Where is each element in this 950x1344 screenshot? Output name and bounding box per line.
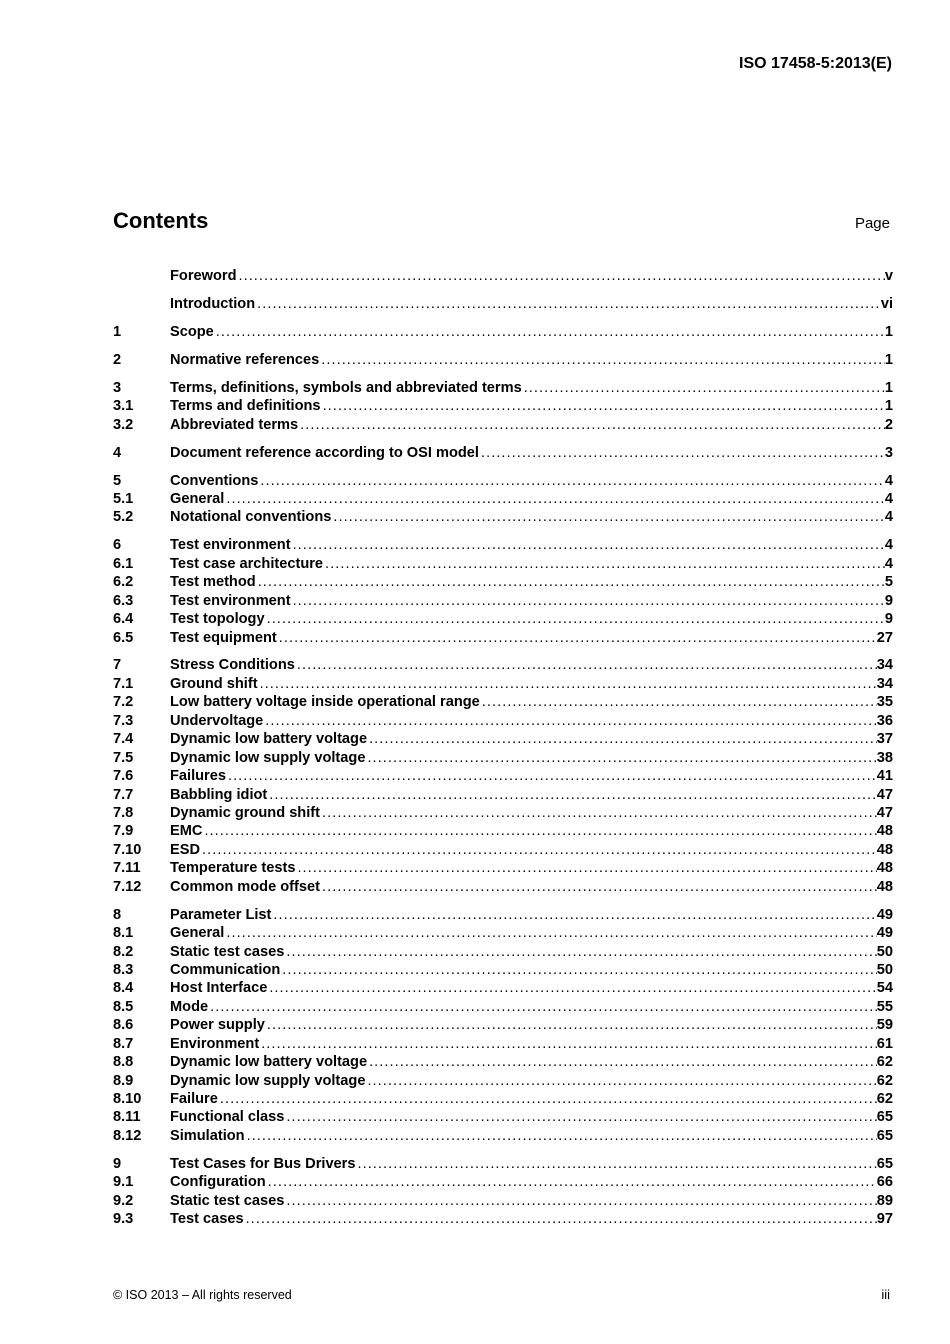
toc-entry-page: 97 [876,1211,893,1228]
toc-entry[interactable] [113,1174,893,1192]
toc-entry[interactable] [113,537,893,555]
toc-entry-page: 50 [876,943,893,960]
toc-dot-leader [224,925,876,941]
toc-dot-leader [331,509,885,525]
toc-entry-page: 62 [876,1054,893,1071]
toc-dot-leader [365,1073,876,1089]
toc-dot-leader [255,296,881,312]
toc-entry[interactable] [113,805,893,823]
toc-entry-title: Dynamic low battery voltage [170,731,368,748]
toc-entry-title: Low battery voltage inside operational range [170,694,480,711]
toc-entry-page: 34 [876,675,893,692]
toc-group [113,352,893,370]
toc-entry[interactable] [113,750,893,768]
toc-entry-title: Notational conventions [170,509,332,526]
toc-entry-number: 9 [113,1155,122,1172]
toc-entry[interactable] [113,556,893,574]
toc-entry[interactable] [113,352,893,370]
toc-entry-number: 7.6 [113,768,134,785]
toc-entry-title: Test Cases for Bus Drivers [170,1155,356,1172]
toc-entry[interactable] [113,879,893,897]
toc-entry[interactable] [113,1156,893,1174]
toc-dot-leader [480,694,877,710]
toc-entry[interactable] [113,574,893,592]
toc-entry[interactable] [113,860,893,878]
toc-entry-number: 7.1 [113,675,134,692]
toc-entry-number: 6.1 [113,555,134,572]
toc-entry-number: 9.1 [113,1174,134,1191]
toc-entry-title: Static test cases [170,1192,285,1209]
toc-entry[interactable] [113,380,893,398]
toc-entry-title: Test environment [170,592,291,609]
toc-dot-leader [323,556,885,572]
toc-entry[interactable] [113,296,893,314]
toc-entry-title: Test cases [170,1211,244,1228]
toc-dot-leader [280,962,877,978]
toc-entry-page: 1 [884,398,893,415]
toc-entry-number: 9.2 [113,1192,134,1209]
toc-entry-number: 7.9 [113,823,134,840]
toc-entry-page: 2 [884,416,893,433]
toc-entry-title: Test topology [170,611,265,628]
toc-dot-leader [479,445,885,461]
toc-entry[interactable] [113,823,893,841]
toc-dot-leader [265,1017,877,1033]
toc-entry-number: 8.2 [113,943,134,960]
toc-entry-number: 5.1 [113,490,134,507]
toc-entry-page: 4 [884,472,893,489]
toc-entry-page: 36 [876,712,893,729]
toc-dot-leader [202,823,876,839]
toc-entry[interactable] [113,611,893,629]
toc-entry-title: Common mode offset [170,878,320,895]
toc-entry-page: 62 [876,1072,893,1089]
toc-entry-title: General [170,925,225,942]
toc-dot-leader [284,1193,876,1209]
toc-entry-title: Functional class [170,1109,285,1126]
toc-entry-number: 6.5 [113,629,134,646]
toc-entry-title: Dynamic low battery voltage [170,1054,368,1071]
toc-dot-leader [367,731,877,747]
toc-entry-number: 5 [113,472,122,489]
toc-dot-leader [256,574,885,590]
toc-dot-leader [200,842,877,858]
toc-entry-title: Babbling idiot [170,786,268,803]
toc-entry-page: 41 [876,768,893,785]
toc-dot-leader [365,750,876,766]
toc-entry-page: 59 [876,1017,893,1034]
toc-entry-title: Dynamic ground shift [170,804,320,821]
toc-entry-page: 49 [876,906,893,923]
toc-entry[interactable] [113,417,893,435]
toc-group [113,268,893,286]
toc-entry-number: 8.10 [113,1091,142,1107]
toc-entry-page: 4 [884,537,893,554]
toc-dot-leader [218,1091,877,1107]
toc-entry-title: Communication [170,961,281,978]
toc-entry-number: 5.2 [113,509,134,526]
toc-entry-number: 7 [113,657,122,674]
copyright-notice: © ISO 2013 – All rights reserved [113,1288,292,1302]
toc-entry-number: 3.1 [113,398,134,415]
toc-entry-number: 4 [113,444,122,461]
toc-dot-leader [259,1036,877,1052]
toc-dot-leader [244,1211,877,1227]
toc-entry-title: Failure [170,1091,218,1107]
toc-group [113,324,893,342]
toc-entry-number: 7.10 [113,841,142,858]
toc-entry-number: 6.3 [113,592,134,609]
toc-entry-page: 65 [876,1155,893,1172]
toc-entry-page: 9 [884,592,893,609]
toc-entry-title: Foreword [170,268,237,284]
toc-entry-title: Parameter List [170,906,272,923]
toc-entry-page: 1 [884,379,893,396]
toc-entry-number: 8.6 [113,1017,134,1034]
toc-entry-page: 49 [876,925,893,942]
toc-entry-page: vi [880,295,893,312]
toc-entry-title: Dynamic low supply voltage [170,1072,366,1089]
toc-entry-number: 7.7 [113,786,134,803]
toc-entry-page: 35 [876,694,893,711]
toc-entry-number: 8.7 [113,1035,134,1052]
toc-entry-page: 62 [876,1091,893,1107]
toc-entry-page: 1 [884,351,893,368]
toc-entry[interactable] [113,787,893,805]
toc-entry-title: Host Interface [170,980,268,997]
toc-entry-page: 48 [876,878,893,895]
toc-entry[interactable] [113,731,893,749]
toc-entry-title: Failures [170,768,226,785]
toc-entry-page: 4 [884,509,893,526]
toc-entry-page: 48 [876,823,893,840]
toc-entry[interactable] [113,980,893,998]
toc-dot-leader [277,630,877,646]
toc-entry[interactable] [113,676,893,694]
toc-entry-title: Test equipment [170,629,277,646]
toc-entry[interactable] [113,268,893,286]
toc-entry-number: 7.3 [113,712,134,729]
toc-entry-page: 1 [884,323,893,340]
toc-dot-leader [319,352,885,368]
toc-entry-number: 3 [113,379,122,396]
toc-entry-page: 9 [884,611,893,628]
toc-entry[interactable] [113,1054,893,1072]
toc-group [113,1156,893,1230]
toc-entry-number: 7.4 [113,731,134,748]
toc-entry-page: 47 [876,786,893,803]
page-title: Contents [113,208,209,233]
toc-entry-page: 48 [876,860,893,877]
toc-entry-page: 54 [876,980,893,997]
toc-entry-title: Test method [170,574,256,591]
toc-entry-title: Scope [170,323,214,340]
toc-entry[interactable] [113,491,893,509]
toc-entry-title: Normative references [170,351,320,368]
toc-entry[interactable] [113,1211,893,1229]
toc-entry-page: 89 [876,1192,893,1209]
toc-entry-title: Test case architecture [170,555,324,572]
toc-group [113,657,893,897]
toc-entry[interactable] [113,509,893,527]
toc-entry[interactable] [113,1091,893,1109]
toc-entry-number: 6.4 [113,611,134,628]
toc-entry-title: Ground shift [170,675,258,692]
toc-dot-leader [367,1054,877,1070]
toc-entry-page: 34 [876,657,893,674]
toc-entry-title: Conventions [170,472,259,489]
toc-dot-leader [258,676,877,692]
toc-entry[interactable] [113,1128,893,1146]
toc-entry[interactable] [113,324,893,342]
toc-entry-number: 3.2 [113,416,134,433]
toc-entry-number: 8.8 [113,1054,134,1071]
toc-entry-title: Test environment [170,537,291,554]
toc-entry-title: ESD [170,841,201,858]
toc-dot-leader [284,1109,876,1125]
toc-entry-number: 8.11 [113,1109,141,1126]
toc-dot-leader [291,593,885,609]
toc-entry-title: EMC [170,823,203,840]
toc-entry-number: 6.2 [113,574,134,591]
toc-entry-number: 8.3 [113,961,134,978]
toc-entry-page: 61 [876,1035,893,1052]
toc-entry-number: 7.12 [113,878,142,895]
toc-dot-leader [226,768,877,784]
toc-dot-leader [263,713,877,729]
toc-entry-title: Static test cases [170,943,285,960]
toc-entry[interactable] [113,962,893,980]
toc-entry-title: Configuration [170,1174,266,1191]
toc-entry[interactable] [113,1073,893,1091]
table-of-contents [113,268,893,1239]
page-number: iii [881,1287,890,1302]
toc-entry[interactable] [113,907,893,925]
toc-entry-page: 50 [876,961,893,978]
toc-entry-title: Dynamic low supply voltage [170,749,366,766]
toc-entry[interactable] [113,473,893,491]
toc-entry-page: 66 [876,1174,893,1191]
toc-entry-title: Stress Conditions [170,657,295,674]
page-column-label: Page [854,215,890,232]
toc-entry[interactable] [113,593,893,611]
toc-entry-title: Temperature tests [170,860,296,877]
toc-group [113,380,893,435]
toc-dot-leader [295,860,876,876]
toc-entry-page: v [884,268,893,284]
toc-entry-title: Undervoltage [170,712,264,729]
toc-entry-number: 8.4 [113,980,134,997]
toc-entry[interactable] [113,1193,893,1211]
toc-entry-title: Mode [170,998,209,1015]
toc-dot-leader [265,611,885,627]
toc-entry-page: 4 [884,490,893,507]
toc-entry-number: 8.9 [113,1072,134,1089]
toc-group [113,473,893,528]
toc-dot-leader [320,879,877,895]
toc-dot-leader [522,380,885,396]
toc-dot-leader [236,268,884,284]
toc-group [113,537,893,648]
toc-entry[interactable] [113,842,893,860]
toc-entry-number: 7.8 [113,804,134,821]
toc-dot-leader [267,787,876,803]
toc-entry-title: Terms and definitions [170,398,321,415]
toc-entry[interactable] [113,694,893,712]
toc-entry-number: 8 [113,906,122,923]
toc-entry[interactable] [113,1036,893,1054]
toc-entry[interactable] [113,713,893,731]
toc-entry-number: 9.3 [113,1211,134,1228]
toc-entry-page: 48 [876,841,893,858]
toc-entry-page: 65 [876,1109,893,1126]
toc-entry-number: 8.12 [113,1127,142,1144]
toc-dot-leader [267,980,876,996]
toc-entry[interactable] [113,1017,893,1035]
toc-entry-number: 7.5 [113,749,134,766]
toc-entry-number: 8.5 [113,998,134,1015]
document-id: ISO 17458-5:2013(E) [739,55,892,72]
toc-entry[interactable] [113,657,893,675]
toc-dot-leader [245,1128,877,1144]
toc-dot-leader [224,491,885,507]
toc-entry-number: 2 [113,351,122,368]
toc-dot-leader [295,657,877,673]
toc-dot-leader [321,398,885,414]
toc-entry-number: 6 [113,537,122,554]
toc-entry-title: Document reference according to OSI model [170,444,479,461]
toc-entry-page: 65 [876,1127,893,1144]
toc-entry-title: General [170,490,225,507]
toc-entry[interactable] [113,925,893,943]
toc-entry-page: 27 [876,629,893,646]
toc-dot-leader [355,1156,876,1172]
toc-entry-number: 8.1 [113,925,134,942]
toc-entry-page: 37 [876,731,893,748]
toc-entry[interactable] [113,630,893,648]
toc-entry-number: 1 [113,323,122,340]
toc-entry-title: Power supply [170,1017,265,1034]
toc-entry-title: Abbreviated terms [170,416,299,433]
toc-entry-page: 4 [884,555,893,572]
toc-dot-leader [266,1174,877,1190]
toc-entry-number: 7.11 [113,860,141,877]
toc-dot-leader [320,805,877,821]
toc-entry[interactable] [113,768,893,786]
toc-entry-page: 38 [876,749,893,766]
toc-entry[interactable] [113,944,893,962]
toc-entry-number: 7.2 [113,694,134,711]
toc-group [113,296,893,314]
toc-dot-leader [271,907,876,923]
toc-entry[interactable] [113,445,893,463]
toc-dot-leader [284,944,876,960]
toc-entry-title: Terms, definitions, symbols and abbreviated terms [170,379,522,396]
toc-entry[interactable] [113,398,893,416]
toc-entry[interactable] [113,999,893,1017]
toc-dot-leader [291,537,885,553]
toc-entry-page: 47 [876,804,893,821]
toc-dot-leader [258,473,885,489]
toc-entry-title: Simulation [170,1127,245,1144]
toc-dot-leader [298,417,885,433]
toc-entry-page: 5 [884,574,893,591]
toc-group [113,907,893,1147]
toc-entry-title: Introduction [170,295,256,312]
toc-dot-leader [214,324,885,340]
toc-entry-page: 3 [884,444,893,461]
toc-entry-page: 55 [876,998,893,1015]
toc-dot-leader [208,999,877,1015]
toc-entry-title: Environment [170,1035,260,1052]
toc-entry[interactable] [113,1109,893,1127]
toc-group [113,445,893,463]
